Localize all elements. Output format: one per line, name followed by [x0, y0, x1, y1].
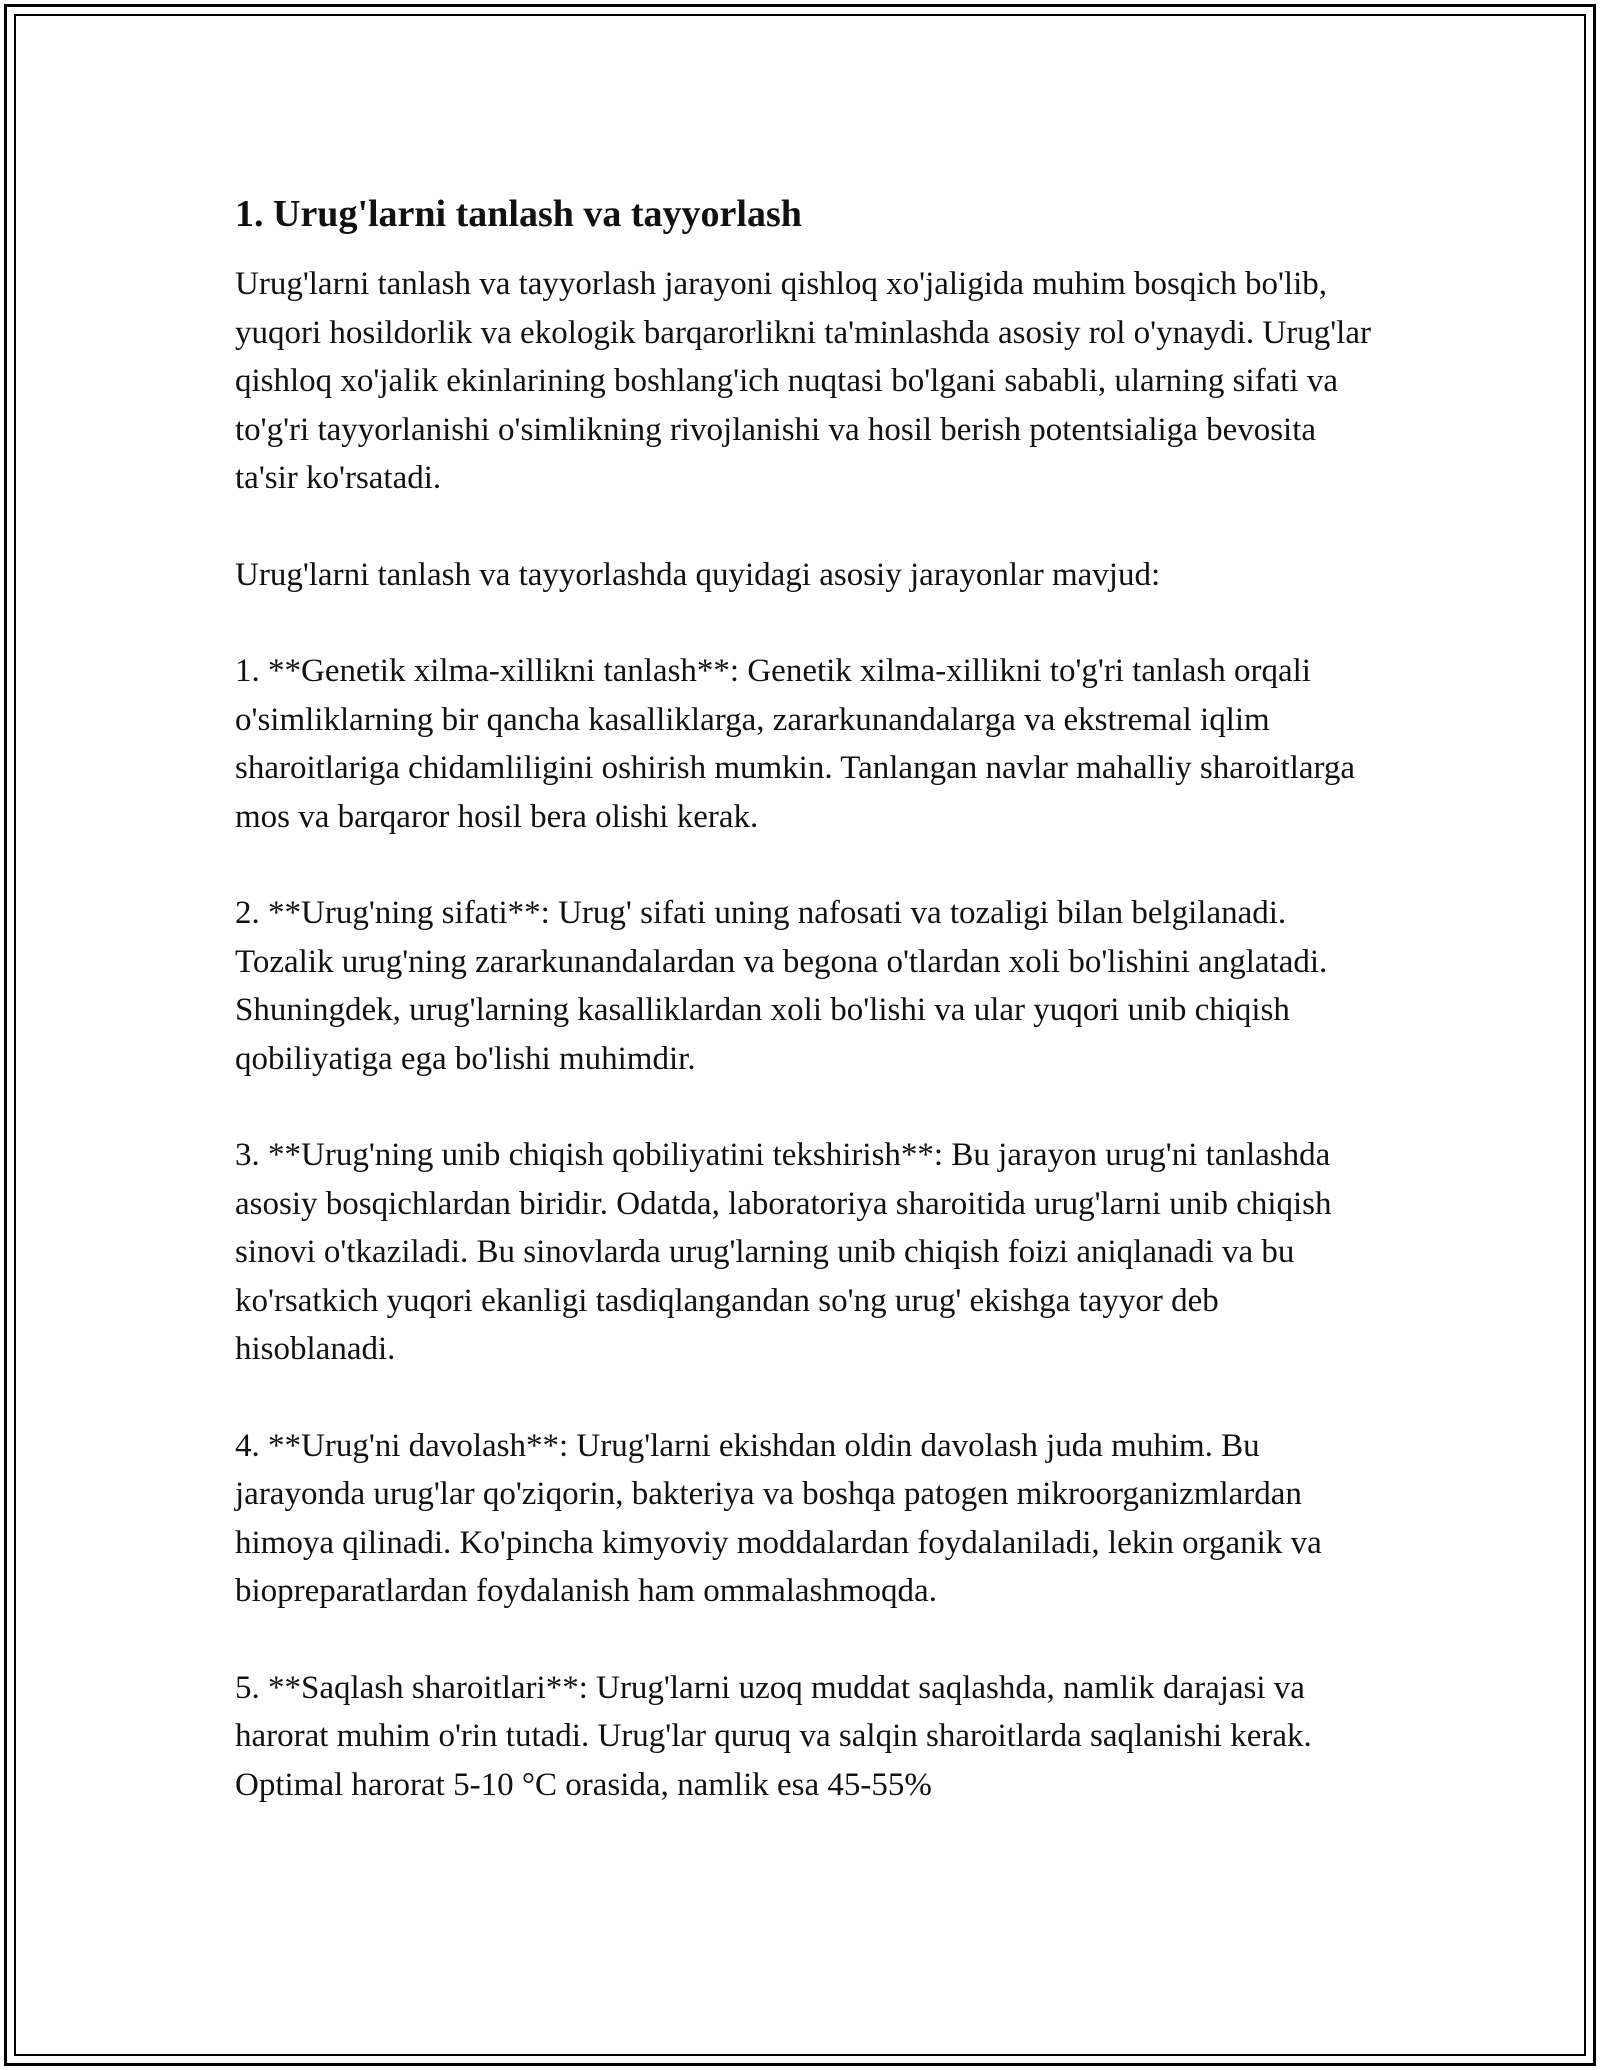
process-list-intro: Urug'larni tanlash va tayyorlashda quyidagi asosiy jarayonlar mavjud:	[235, 556, 1161, 593]
list-item-genetic-diversity: 1. **Genetik xilma-xillikni tanlash**: Genetik xilma-xillikni to'g'ri tanlash orqali o'simliklarning bir qancha kasalliklarga, zararkunandalarga va ekstremal iqlim sharoitlariga chidamliligini oshirish mumkin. Tanlangan navlar mahalliy sharoitlarga mos va barqaror hosil bera olishi kerak.	[235, 653, 1356, 835]
document-body	[235, 180, 1385, 1857]
list-item-storage-conditions: 5. **Saqlash sharoitlari**: Urug'larni uzoq muddat saqlashda, namlik darajasi va harorat muhim o'rin tutadi. Urug'lar quruq va salqin sharoitlarda saqlanishi kerak. Optimal harorat 5-10 °C orasida, namlik esa 45-55%	[235, 1669, 1312, 1803]
list-item-seed-quality: 2. **Urug'ning sifati**: Urug' sifati uning nafosati va tozaligi bilan belgilanadi. Tozalik urug'ning zararkunandalardan va begona o'tlardan xoli bo'lishini anglatadi. Shuningdek, urug'larning kasalliklardan xoli bo'lishi va ular yuqori unib chiqish qobiliyatiga ega bo'lishi muhimdir.	[235, 895, 1328, 1077]
section-heading: 1. Urug'larni tanlash va tayyorlash	[235, 193, 802, 235]
list-item-seed-treatment: 4. **Urug'ni davolash**: Urug'larni ekishdan oldin davolash juda muhim. Bu jarayonda urug'lar qo'ziqorin, bakteriya va boshqa patogen mikroorganizmlardan himoya qilinadi. Ko'pincha kimyoviy moddalardan foydalaniladi, lekin organik va biopreparatlardan foydalanish ham ommalashmoqda.	[235, 1427, 1322, 1609]
intro-paragraph: Urug'larni tanlash va tayyorlash jarayoni qishloq xo'jaligida muhim bosqich bo'lib, yuqori hosildorlik va ekologik barqarorlikni ta'minlashda asosiy rol o'ynaydi. Urug'lar qishloq xo'jalik ekinlarining boshlang'ich nuqtasi bo'lgani sababli, ularning sifati va to'g'ri tayyorlanishi o'simlikning rivojlanishi va hosil berish potentsialiga bevosita ta'sir ko'rsatadi.	[235, 266, 1371, 496]
list-item-germination-test: 3. **Urug'ning unib chiqish qobiliyatini tekshirish**: Bu jarayon urug'ni tanlashda asosiy bosqichlardan biridir. Odatda, laboratoriya sharoitida urug'larni unib chiqish sinovi o'tkaziladi. Bu sinovlarda urug'larning unib chiqish foizi aniqlanadi va bu ko'rsatkich yuqori ekanligi tasdiqlangandan so'ng urug' ekishga tayyor deb hisoblanadi.	[235, 1137, 1332, 1367]
